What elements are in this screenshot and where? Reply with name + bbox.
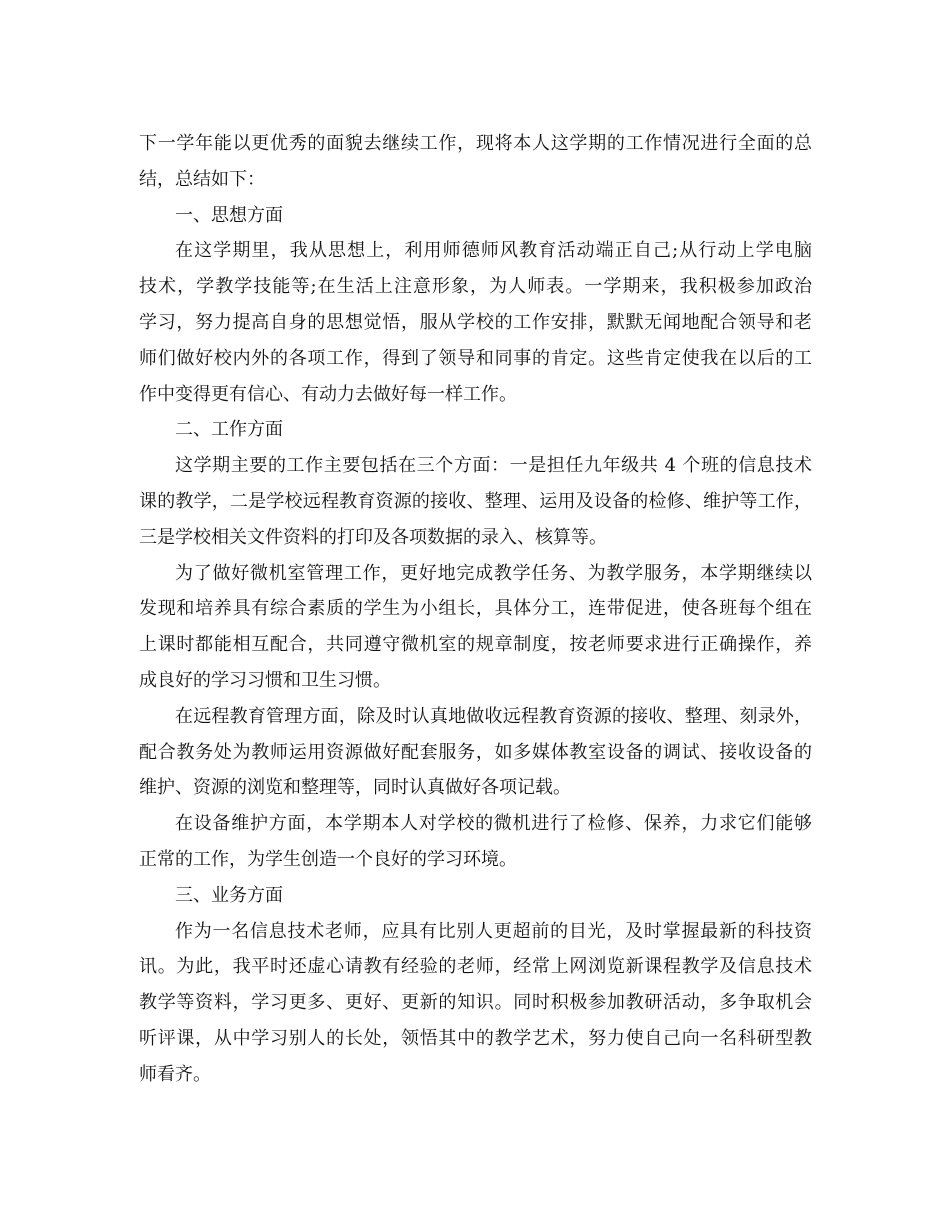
text-line: 成良好的学习习惯和卫生习惯。 <box>139 669 391 691</box>
text-line: 二、工作方面 <box>175 419 283 441</box>
text-line: 在这学期里，我从思想上，利用师德师风教育活动端正自己;从行动上学电脑 <box>175 240 812 262</box>
text-line: 作为一名信息技术老师，应具有比别人更超前的目光，及时掌握最新的科技资 <box>175 920 812 942</box>
text-line: 技术，学教学技能等;在生活上注意形象，为人师表。一学期来，我积极参加政治 <box>139 276 812 298</box>
text-line: 这学期主要的工作主要包括在三个方面：一是担任九年级共 4 个班的信息技术 <box>175 455 812 477</box>
text-line: 下一学年能以更优秀的面貌去继续工作，现将本人这学期的工作情况进行全面的总 <box>139 133 812 154</box>
text-line: 师看齐。 <box>139 1063 211 1085</box>
text-line: 维护、资源的浏览和整理等，同时认真做好各项记载。 <box>139 777 571 799</box>
text-line: 发现和培养具有综合素质的学生为小组长，具体分工，连带促进，使各班每个组在 <box>139 598 812 620</box>
text-line: 听评课，从中学习别人的长处，领悟其中的教学艺术，努力使自己向一名科研型教 <box>139 1027 812 1049</box>
text-line: 作中变得更有信心、有动力去做好每一样工作。 <box>139 383 517 405</box>
text-line: 为了做好微机室管理工作，更好地完成教学任务、为教学服务，本学期继续以 <box>175 562 812 584</box>
document-body <box>139 126 812 1093</box>
text-line: 在远程教育管理方面，除及时认真地做收远程教育资源的接收、整理、刻录外， <box>175 705 812 727</box>
text-line: 讯。为此，我平时还虚心请教有经验的老师，经常上网浏览新课程教学及信息技术 <box>139 956 812 978</box>
text-line: 一、思想方面 <box>175 204 283 226</box>
text-line: 结，总结如下： <box>139 168 265 190</box>
text-line: 课的教学，二是学校远程教育资源的接收、整理、运用及设备的检修、维护等工作， <box>139 490 812 512</box>
text-line: 学习，努力提高自身的思想觉悟，服从学校的工作安排，默默无闻地配合领导和老 <box>139 311 812 333</box>
text-line: 正常的工作，为学生创造一个良好的学习环境。 <box>139 848 517 870</box>
text-line: 三、业务方面 <box>175 884 283 906</box>
text-line: 三是学校相关文件资料的打印及各项数据的录入、核算等。 <box>139 526 607 548</box>
text-line: 教学等资料，学习更多、更好、更新的知识。同时积极参加教研活动，多争取机会 <box>139 992 812 1014</box>
text-line: 上课时都能相互配合，共同遵守微机室的规章制度，按老师要求进行正确操作，养 <box>139 634 812 656</box>
text-line: 在设备维护方面，本学期本人对学校的微机进行了检修、保养，力求它们能够 <box>175 813 812 835</box>
text-line: 配合教务处为教师运用资源做好配套服务，如多媒体教室设备的调试、接收设备的 <box>139 741 812 763</box>
text-line: 师们做好校内外的各项工作，得到了领导和同事的肯定。这些肯定使我在以后的工 <box>139 347 812 369</box>
